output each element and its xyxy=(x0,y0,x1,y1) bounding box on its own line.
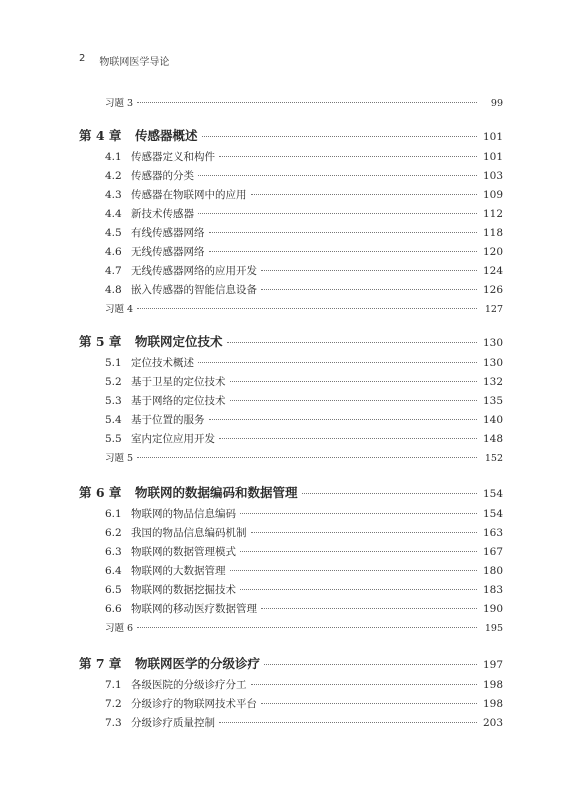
toc-entry-number: 6.1 xyxy=(105,508,122,520)
toc-page-number: 103 xyxy=(482,170,503,182)
dot-leader xyxy=(227,342,477,343)
toc-page-number: 180 xyxy=(482,565,503,577)
toc-page-number: 152 xyxy=(484,453,503,464)
toc-entry-number: 6.2 xyxy=(105,527,122,539)
toc-entry-title: 物联网的数据编码和数据管理 xyxy=(135,485,298,500)
toc-entry-title: 习题 5 xyxy=(105,453,134,464)
toc-entry-number: 4.8 xyxy=(105,284,122,296)
toc-page-number: 124 xyxy=(482,265,503,277)
toc-entry-number: 4.3 xyxy=(105,189,122,201)
toc-page-number: 99 xyxy=(490,98,503,109)
toc-entry-number: 5.3 xyxy=(105,395,122,407)
toc-exercise-row[interactable] xyxy=(79,301,503,315)
toc-section-row[interactable] xyxy=(79,149,503,164)
toc-section-row[interactable] xyxy=(79,244,503,259)
toc-entry-number: 第 5 章 xyxy=(79,334,122,349)
toc-chapter-row[interactable] xyxy=(79,126,503,144)
dot-leader xyxy=(202,136,477,137)
toc-entry-number: 6.3 xyxy=(105,546,122,558)
dot-leader xyxy=(219,156,477,157)
dot-leader xyxy=(198,175,477,176)
toc-section-row[interactable] xyxy=(79,563,503,578)
toc-page-number: 132 xyxy=(482,376,503,388)
dot-leader xyxy=(137,627,477,628)
toc-page-number: 154 xyxy=(482,508,503,520)
toc-section-row[interactable] xyxy=(79,282,503,297)
toc-entry-number: 第 6 章 xyxy=(79,485,122,500)
toc-section-row[interactable] xyxy=(79,544,503,559)
toc-entry-title: 物联网定位技术 xyxy=(135,334,223,349)
dot-leader xyxy=(209,251,478,252)
toc-page-number: 197 xyxy=(482,659,503,671)
toc-page-number: 101 xyxy=(482,131,503,143)
toc-entry-number: 4.5 xyxy=(105,227,122,239)
toc-entry-number: 7.3 xyxy=(105,717,122,729)
toc-section-row[interactable] xyxy=(79,263,503,278)
toc-entry-title: 基于位置的服务 xyxy=(131,414,205,426)
dot-leader xyxy=(219,438,477,439)
dot-leader xyxy=(230,400,478,401)
toc-section-row[interactable] xyxy=(79,431,503,446)
toc-page-number: 198 xyxy=(482,679,503,691)
toc-entry-number: 5.1 xyxy=(105,357,122,369)
toc-page-number: 195 xyxy=(484,623,503,634)
toc-entry-title: 分级诊疗的物联网技术平台 xyxy=(131,698,257,710)
book-title: 物联网医学导论 xyxy=(99,57,170,68)
toc-entry-number: 5.5 xyxy=(105,433,122,445)
toc-exercise-row[interactable] xyxy=(79,620,503,634)
toc-page-number: 130 xyxy=(482,337,503,349)
toc-page-number: 140 xyxy=(482,414,503,426)
toc-page-number: 190 xyxy=(482,603,503,615)
toc-page-number: 112 xyxy=(482,208,503,220)
dot-leader xyxy=(230,381,478,382)
dot-leader xyxy=(240,513,477,514)
toc-section-row[interactable] xyxy=(79,601,503,616)
toc-entry-number: 5.4 xyxy=(105,414,122,426)
dot-leader xyxy=(261,608,477,609)
toc-section-row[interactable] xyxy=(79,506,503,521)
dot-leader xyxy=(137,102,477,103)
dot-leader xyxy=(137,457,477,458)
toc-page-number: 101 xyxy=(482,151,503,163)
toc-entry-title: 习题 4 xyxy=(105,304,134,315)
toc-entry-title: 物联网的大数据管理 xyxy=(131,565,226,577)
toc-entry-number: 7.1 xyxy=(105,679,122,691)
dot-leader xyxy=(240,589,477,590)
dot-leader xyxy=(230,570,478,571)
toc-entry-number: 5.2 xyxy=(105,376,122,388)
toc-chapter-row[interactable] xyxy=(79,654,503,672)
toc-entry-title: 传感器概述 xyxy=(135,128,198,143)
toc-section-row[interactable] xyxy=(79,525,503,540)
toc-section-row[interactable] xyxy=(79,677,503,692)
dot-leader xyxy=(261,289,477,290)
toc-section-row[interactable] xyxy=(79,206,503,221)
dot-leader xyxy=(251,684,478,685)
dot-leader xyxy=(251,532,478,533)
toc-section-row[interactable] xyxy=(79,187,503,202)
toc-entry-title: 嵌入传感器的智能信息设备 xyxy=(131,284,257,296)
toc-section-row[interactable] xyxy=(79,582,503,597)
toc-page-number: 154 xyxy=(482,488,503,500)
toc-page-number: 120 xyxy=(482,246,503,258)
toc-entry-title: 各级医院的分级诊疗分工 xyxy=(131,679,247,691)
toc-entry-number: 4.6 xyxy=(105,246,122,258)
toc-entry-title: 基于卫星的定位技术 xyxy=(131,376,226,388)
toc-page-number: 198 xyxy=(482,698,503,710)
toc-entry-title: 物联网的物品信息编码 xyxy=(131,508,236,520)
toc-section-row[interactable] xyxy=(79,696,503,711)
toc-entry-title: 物联网医学的分级诊疗 xyxy=(135,656,261,671)
toc-entry-number: 第 4 章 xyxy=(79,128,122,143)
toc-entry-title: 习题 6 xyxy=(105,623,134,634)
toc-page-number: 203 xyxy=(482,717,503,729)
page-number: 2 xyxy=(79,53,86,64)
toc-entry-number: 第 7 章 xyxy=(79,656,122,671)
dot-leader xyxy=(251,194,478,195)
toc-entry-title: 分级诊疗质量控制 xyxy=(131,717,215,729)
toc-entry-title: 室内定位应用开发 xyxy=(131,433,215,445)
dot-leader xyxy=(219,722,477,723)
dot-leader xyxy=(209,232,478,233)
toc-entry-number: 4.2 xyxy=(105,170,122,182)
dot-leader xyxy=(198,362,477,363)
toc-entry-number: 4.1 xyxy=(105,151,122,163)
toc-page-number: 167 xyxy=(482,546,503,558)
toc-entry-number: 4.7 xyxy=(105,265,122,277)
toc-page-number: 109 xyxy=(482,189,503,201)
toc-section-row[interactable] xyxy=(79,168,503,183)
toc-section-row[interactable] xyxy=(79,355,503,370)
dot-leader xyxy=(198,213,477,214)
toc-entry-title: 物联网的数据管理模式 xyxy=(131,546,236,558)
page-header xyxy=(79,53,169,68)
toc-section-row[interactable] xyxy=(79,412,503,427)
toc-entry-title: 定位技术概述 xyxy=(131,357,194,369)
toc-entry-number: 4.4 xyxy=(105,208,122,220)
dot-leader xyxy=(137,308,477,309)
toc-entry-title: 物联网的数据挖掘技术 xyxy=(131,584,236,596)
toc-page-number: 148 xyxy=(482,433,503,445)
toc-page-number: 183 xyxy=(482,584,503,596)
toc-page-number: 127 xyxy=(484,304,503,315)
toc-section-row[interactable] xyxy=(79,374,503,389)
toc-entry-title: 无线传感器网络的应用开发 xyxy=(131,265,257,277)
toc-entry-title: 物联网的移动医疗数据管理 xyxy=(131,603,257,615)
toc-entry-title: 无线传感器网络 xyxy=(131,246,205,258)
toc-section-row[interactable] xyxy=(79,225,503,240)
toc-exercise-row[interactable] xyxy=(79,450,503,464)
toc-entry-title: 新技术传感器 xyxy=(131,208,194,220)
toc-page-number: 135 xyxy=(482,395,503,407)
toc-section-row[interactable] xyxy=(79,393,503,408)
toc-entry-number: 6.4 xyxy=(105,565,122,577)
toc-exercise-row[interactable] xyxy=(79,95,503,109)
dot-leader xyxy=(264,664,477,665)
toc-section-row[interactable] xyxy=(79,715,503,730)
toc-page-number: 126 xyxy=(482,284,503,296)
toc-chapter-row[interactable] xyxy=(79,332,503,350)
toc-entry-title: 传感器在物联网中的应用 xyxy=(131,189,247,201)
toc-entry-number: 7.2 xyxy=(105,698,122,710)
toc-entry-number: 6.5 xyxy=(105,584,122,596)
toc-page-number: 118 xyxy=(482,227,503,239)
toc-entry-title: 基于网络的定位技术 xyxy=(131,395,226,407)
toc-entry-title: 传感器的分类 xyxy=(131,170,194,182)
toc-chapter-row[interactable] xyxy=(79,483,503,501)
dot-leader xyxy=(240,551,477,552)
toc-entry-title: 我国的物品信息编码机制 xyxy=(131,527,247,539)
toc-entry-title: 传感器定义和构件 xyxy=(131,151,215,163)
dot-leader xyxy=(209,419,478,420)
dot-leader xyxy=(261,270,477,271)
toc-entry-number: 6.6 xyxy=(105,603,122,615)
dot-leader xyxy=(261,703,477,704)
toc-entry-title: 有线传感器网络 xyxy=(131,227,205,239)
dot-leader xyxy=(302,493,477,494)
toc-entry-title: 习题 3 xyxy=(105,98,134,109)
toc-page-number: 130 xyxy=(482,357,503,369)
toc-page-number: 163 xyxy=(482,527,503,539)
